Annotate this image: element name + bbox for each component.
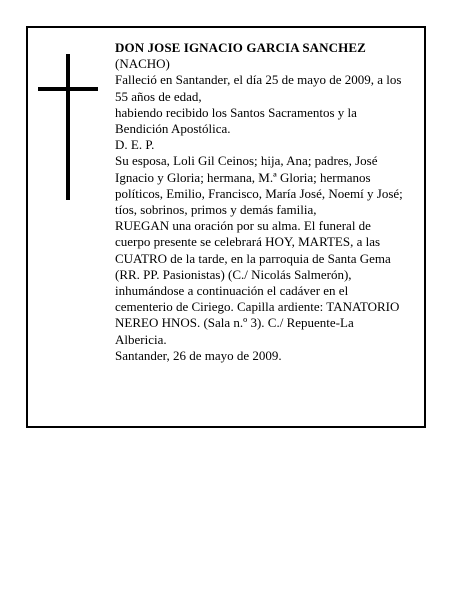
dep-line: D. E. P.: [115, 137, 155, 153]
burial-line-2: cementerio de Ciriego. Capilla ardiente: TANATORIO: [115, 299, 400, 315]
burial-line-4: Albericia.: [115, 331, 167, 347]
deceased-name: DON JOSE IGNACIO GARCIA SANCHEZ: [115, 40, 366, 55]
sacraments-line-2: Bendición Apostólica.: [115, 121, 231, 137]
cross-horizontal-bar: [38, 87, 98, 91]
family-line-1: Su esposa, Loli Gil Ceinos; hija, Ana; padres, José: [115, 153, 378, 169]
family-line-2: Ignacio y Gloria; hermana, M.ª Gloria; hermanos: [115, 169, 371, 185]
funeral-line-4: (RR. PP. Pasionistas) (C./ Nicolás Salmerón),: [115, 266, 352, 282]
funeral-line-2: cuerpo presente se celebrará HOY, MARTES, a las: [115, 234, 381, 250]
family-line-3: políticos, Emilio, Francisco, María José, Noemí y José;: [115, 185, 403, 201]
latin-cross-icon: [38, 54, 98, 200]
deceased-nickname: (NACHO): [115, 56, 170, 72]
death-line-2: 55 años de edad,: [115, 88, 202, 104]
death-line-1: Falleció en Santander, el día 25 de mayo de 2009, a los: [115, 72, 402, 88]
burial-line-1: inhumándose a continuación el cadáver en el: [115, 283, 349, 299]
sacraments-line-1: habiendo recibido los Santos Sacramentos y la: [115, 104, 357, 120]
funeral-line-3: CUATRO de la tarde, en la parroquia de Santa Gema: [115, 250, 391, 266]
family-line-4: tíos, sobrinos, primos y demás familia,: [115, 202, 317, 218]
notice-text: [115, 40, 415, 364]
cross-vertical-bar: [66, 54, 70, 200]
closing-date-line: Santander, 26 de mayo de 2009.: [115, 347, 282, 363]
funeral-line-1: RUEGAN una oración por su alma. El funeral de: [115, 218, 371, 234]
burial-line-3: NEREO HNOS. (Sala n.º 3). C./ Repuente-La: [115, 315, 354, 331]
obituary-notice: [26, 26, 426, 428]
